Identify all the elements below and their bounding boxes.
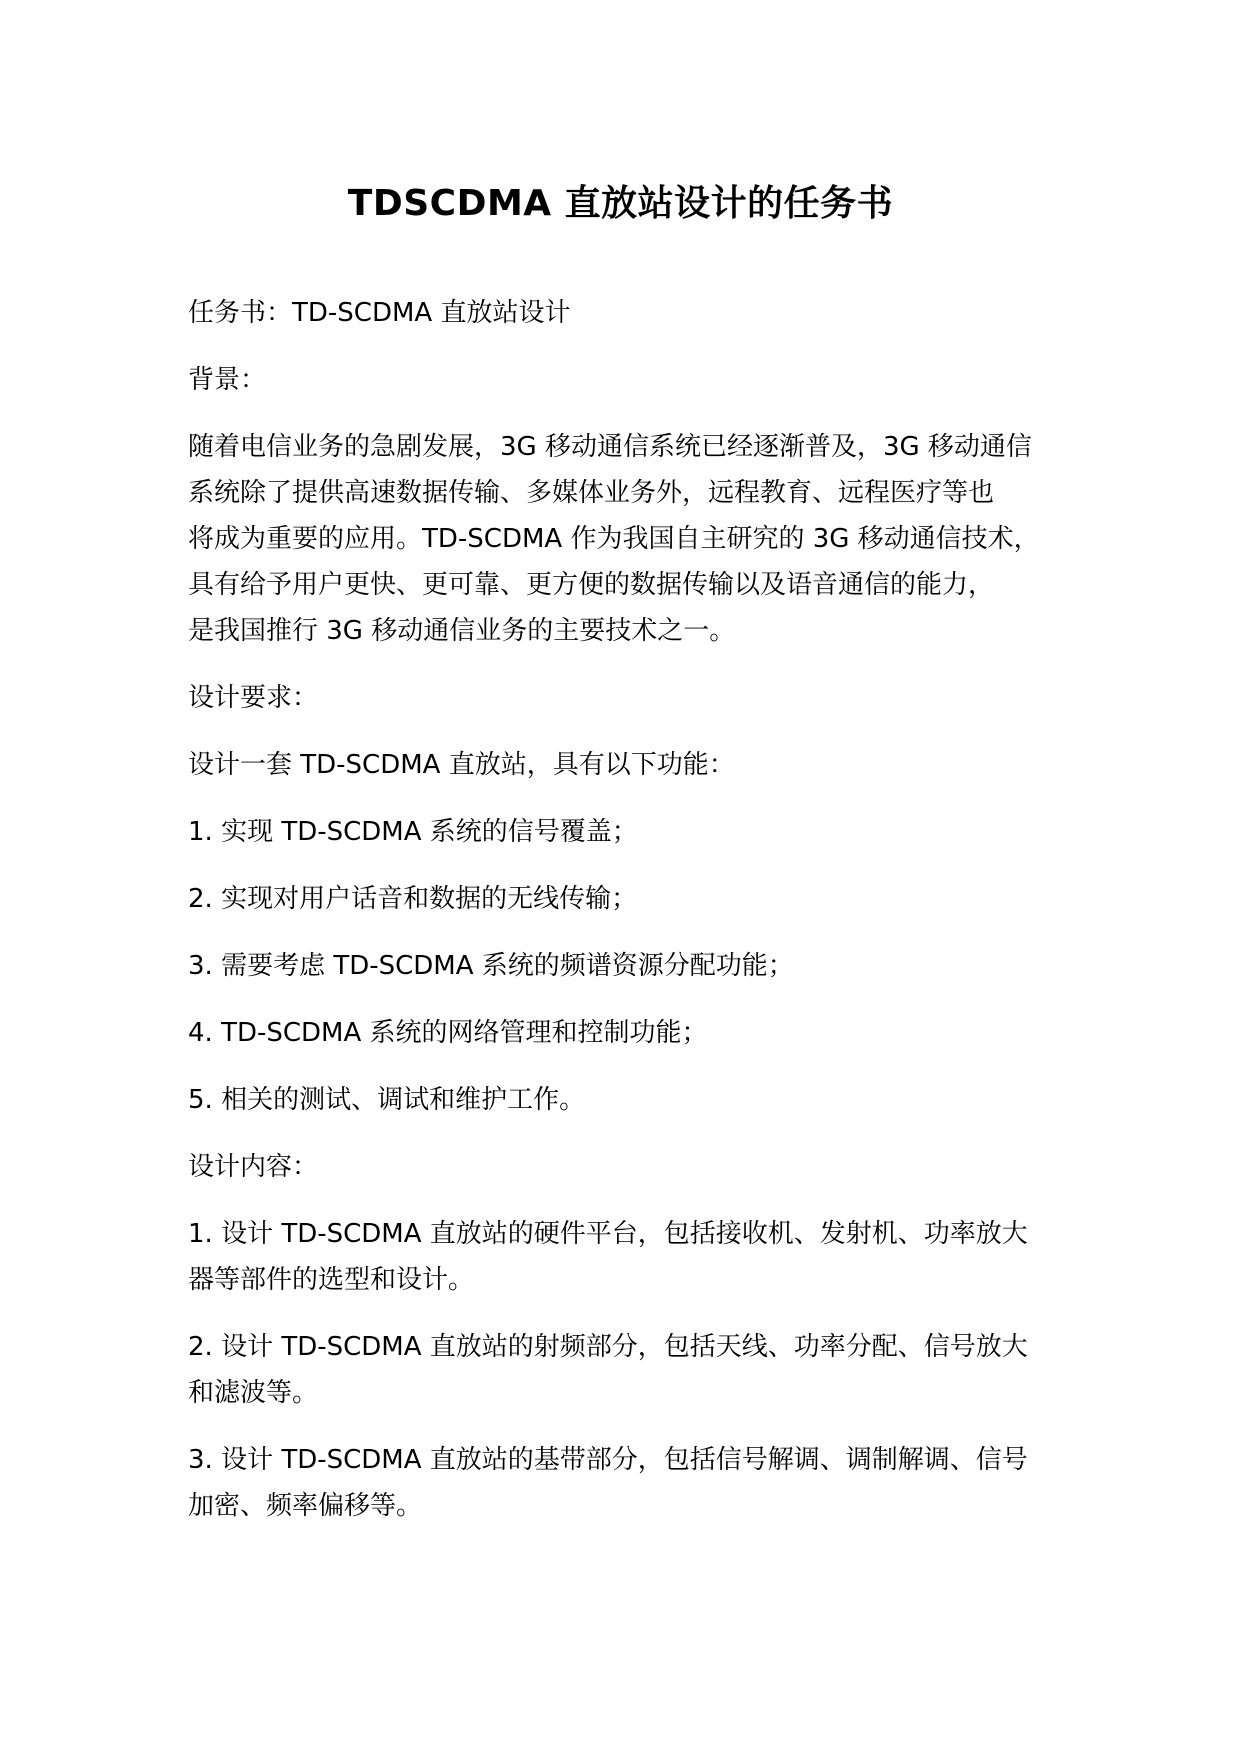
paragraph-line: 3. 设计 TD-SCDMA 直放站的基带部分，包括信号解调、调制解调、信号	[188, 1445, 1028, 1475]
paragraph	[188, 1437, 1068, 1529]
paragraph	[188, 424, 1068, 654]
paragraph-line: 将成为重要的应用。TD-SCDMA 作为我国自主研究的 3G 移动通信技术，	[188, 524, 1040, 554]
paragraph-line: 背景：	[188, 365, 267, 395]
paragraph-line: 设计一套 TD-SCDMA 直放站，具有以下功能：	[188, 750, 735, 780]
document-body	[188, 290, 1068, 1550]
paragraph-line: 4. TD-SCDMA 系统的网络管理和控制功能；	[188, 1018, 708, 1048]
paragraph-line: 3. 需要考虑 TD-SCDMA 系统的频谱资源分配功能；	[188, 951, 794, 981]
paragraph	[188, 1211, 1068, 1303]
paragraph	[188, 742, 1068, 788]
paragraph-line: 任务书：TD-SCDMA 直放站设计	[188, 298, 571, 328]
paragraph	[188, 809, 1068, 855]
paragraph	[188, 1077, 1068, 1123]
paragraph-line: 具有给予用户更快、更可靠、更方便的数据传输以及语音通信的能力，	[188, 570, 995, 600]
paragraph-line: 系统除了提供高速数据传输、多媒体业务外，远程教育、远程医疗等也	[188, 478, 995, 508]
paragraph-line: 设计内容：	[188, 1152, 319, 1182]
paragraph	[188, 1010, 1068, 1056]
paragraph	[188, 357, 1068, 403]
paragraph	[188, 675, 1068, 721]
paragraph	[188, 290, 1068, 336]
paragraph-line: 器等部件的选型和设计。	[188, 1265, 475, 1295]
paragraph-line: 2. 实现对用户话音和数据的无线传输；	[188, 884, 638, 914]
paragraph-line: 和滤波等。	[188, 1378, 319, 1408]
paragraph	[188, 1324, 1068, 1416]
paragraph-line: 1. 实现 TD-SCDMA 系统的信号覆盖；	[188, 817, 638, 847]
paragraph-line: 设计要求：	[188, 683, 319, 713]
paragraph-line: 2. 设计 TD-SCDMA 直放站的射频部分，包括天线、功率分配、信号放大	[188, 1332, 1028, 1362]
paragraph	[188, 1144, 1068, 1190]
paragraph-line: 随着电信业务的急剧发展，3G 移动通信系统已经逐渐普及，3G 移动通信	[188, 432, 1032, 462]
paragraph-line: 加密、频率偏移等。	[188, 1491, 423, 1521]
paragraph	[188, 943, 1068, 989]
document-title: TDSCDMA 直放站设计的任务书	[347, 183, 894, 224]
paragraph-line: 是我国推行 3G 移动通信业务的主要技术之一。	[188, 616, 736, 646]
paragraph-line: 5. 相关的测试、调试和维护工作。	[188, 1085, 586, 1115]
paragraph-line: 1. 设计 TD-SCDMA 直放站的硬件平台，包括接收机、发射机、功率放大	[188, 1219, 1028, 1249]
paragraph	[188, 876, 1068, 922]
